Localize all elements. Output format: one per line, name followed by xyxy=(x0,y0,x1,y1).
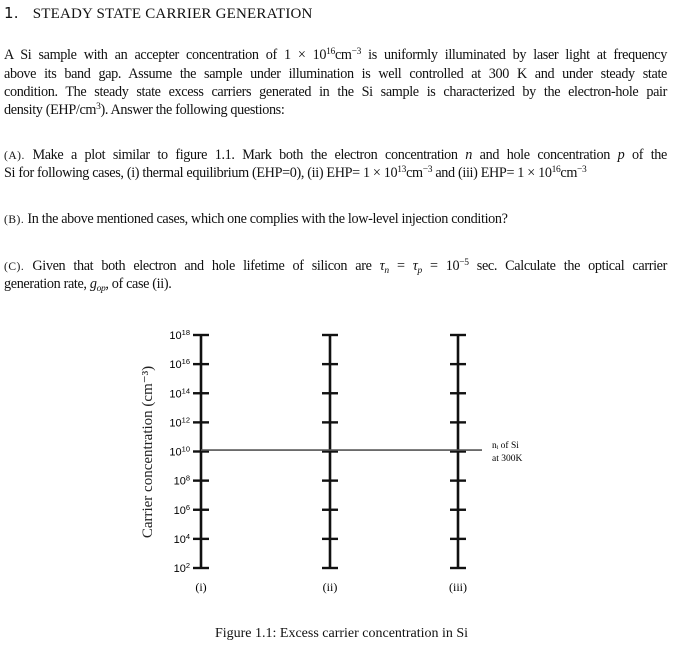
text-segment: p xyxy=(617,147,625,163)
text-segment: sec. Calculate the optical carrier xyxy=(468,258,667,274)
text-segment: above its band gap. Assume the sample under illumination is well controlled at 300 K and under steady state xyxy=(4,66,667,82)
text-segment: is uniformly illuminated by laser light at frequency xyxy=(361,47,668,63)
text-segment: τ xyxy=(412,258,418,274)
text-segment: 3 xyxy=(96,102,101,112)
figure-caption: Figure 1.1: Excess carrier concentration in Si xyxy=(214,626,469,641)
text-segment: p xyxy=(417,266,422,276)
ni-label-temp: at 300K xyxy=(492,454,523,465)
tick-label: $10^6$ xyxy=(173,502,190,517)
tick-label: $10^{18}$ xyxy=(169,328,190,342)
tick-label: $10^{10}$ xyxy=(169,444,190,459)
text-segment: generation rate, xyxy=(4,276,90,292)
tick-label: $10^{12}$ xyxy=(169,415,190,430)
ni-label: nᵢ of Si xyxy=(492,441,519,452)
text-segment: τ xyxy=(379,258,385,274)
text-segment: of the xyxy=(624,147,667,163)
text-segment: 16 xyxy=(551,165,561,175)
text-segment: (C). xyxy=(4,261,25,273)
text-segment: = xyxy=(388,258,413,274)
text-segment: n xyxy=(465,147,473,163)
text-segment: −3 xyxy=(577,165,587,175)
tick-label: $10^4$ xyxy=(173,531,190,546)
text-segment: (B). xyxy=(4,214,25,226)
section-number: 1. xyxy=(4,4,19,22)
text-segment: op xyxy=(96,284,106,294)
text-segment: −5 xyxy=(459,258,469,268)
text-segment: and (iii) EHP= 1 × 10 xyxy=(432,165,552,181)
tick-label: $10^2$ xyxy=(173,561,190,575)
text-segment: Make a plot similar to figure 1.1. Mark both the electron concentration xyxy=(24,147,466,163)
text-segment: cm xyxy=(406,165,423,181)
tick-label: $10^8$ xyxy=(173,473,190,488)
text-segment: cm xyxy=(334,47,352,63)
text-segment: = 10 xyxy=(421,258,460,274)
text-segment: g xyxy=(89,276,97,292)
text-segment: −3 xyxy=(422,165,433,175)
text-segment: and hole concentration xyxy=(472,147,618,163)
text-segment: Si for following cases, (i) thermal equilibrium (EHP=0), (ii) EHP= 1 × 10 xyxy=(4,165,398,181)
tick-label: $10^{16}$ xyxy=(169,357,190,372)
y-axis-label: Carrier concentration (cm⁻³) xyxy=(140,365,156,539)
text-segment: n xyxy=(384,266,389,276)
text-segment: Given that both electron and hole lifetime of silicon are xyxy=(24,258,380,274)
text-segment: A Si sample with an accepter concentration of 1 × 10 xyxy=(4,47,327,63)
text-segment: density (EHP/cm xyxy=(4,102,97,118)
section-title: STEADY STATE CARRIER GENERATION xyxy=(32,6,313,22)
text-segment: cm xyxy=(560,165,578,181)
text-segment: , of case (ii). xyxy=(105,276,172,292)
text-segment: −3 xyxy=(351,47,362,57)
column-label: (i) xyxy=(195,580,207,594)
text-segment: (A). xyxy=(4,150,25,162)
text-segment: 13 xyxy=(397,165,407,175)
text-segment: condition. The steady state excess carriers generated in the Si sample is characterized by the electron-hole pair xyxy=(4,84,667,100)
column-label: (ii) xyxy=(322,580,338,594)
text-segment: 16 xyxy=(326,47,335,57)
tick-label: $10^{14}$ xyxy=(169,386,190,401)
text-segment: ). Answer the following questions: xyxy=(100,102,285,118)
column-label: (iii) xyxy=(449,580,467,594)
text-segment: In the above mentioned cases, which one complies with the low-level injection condition? xyxy=(24,211,508,227)
